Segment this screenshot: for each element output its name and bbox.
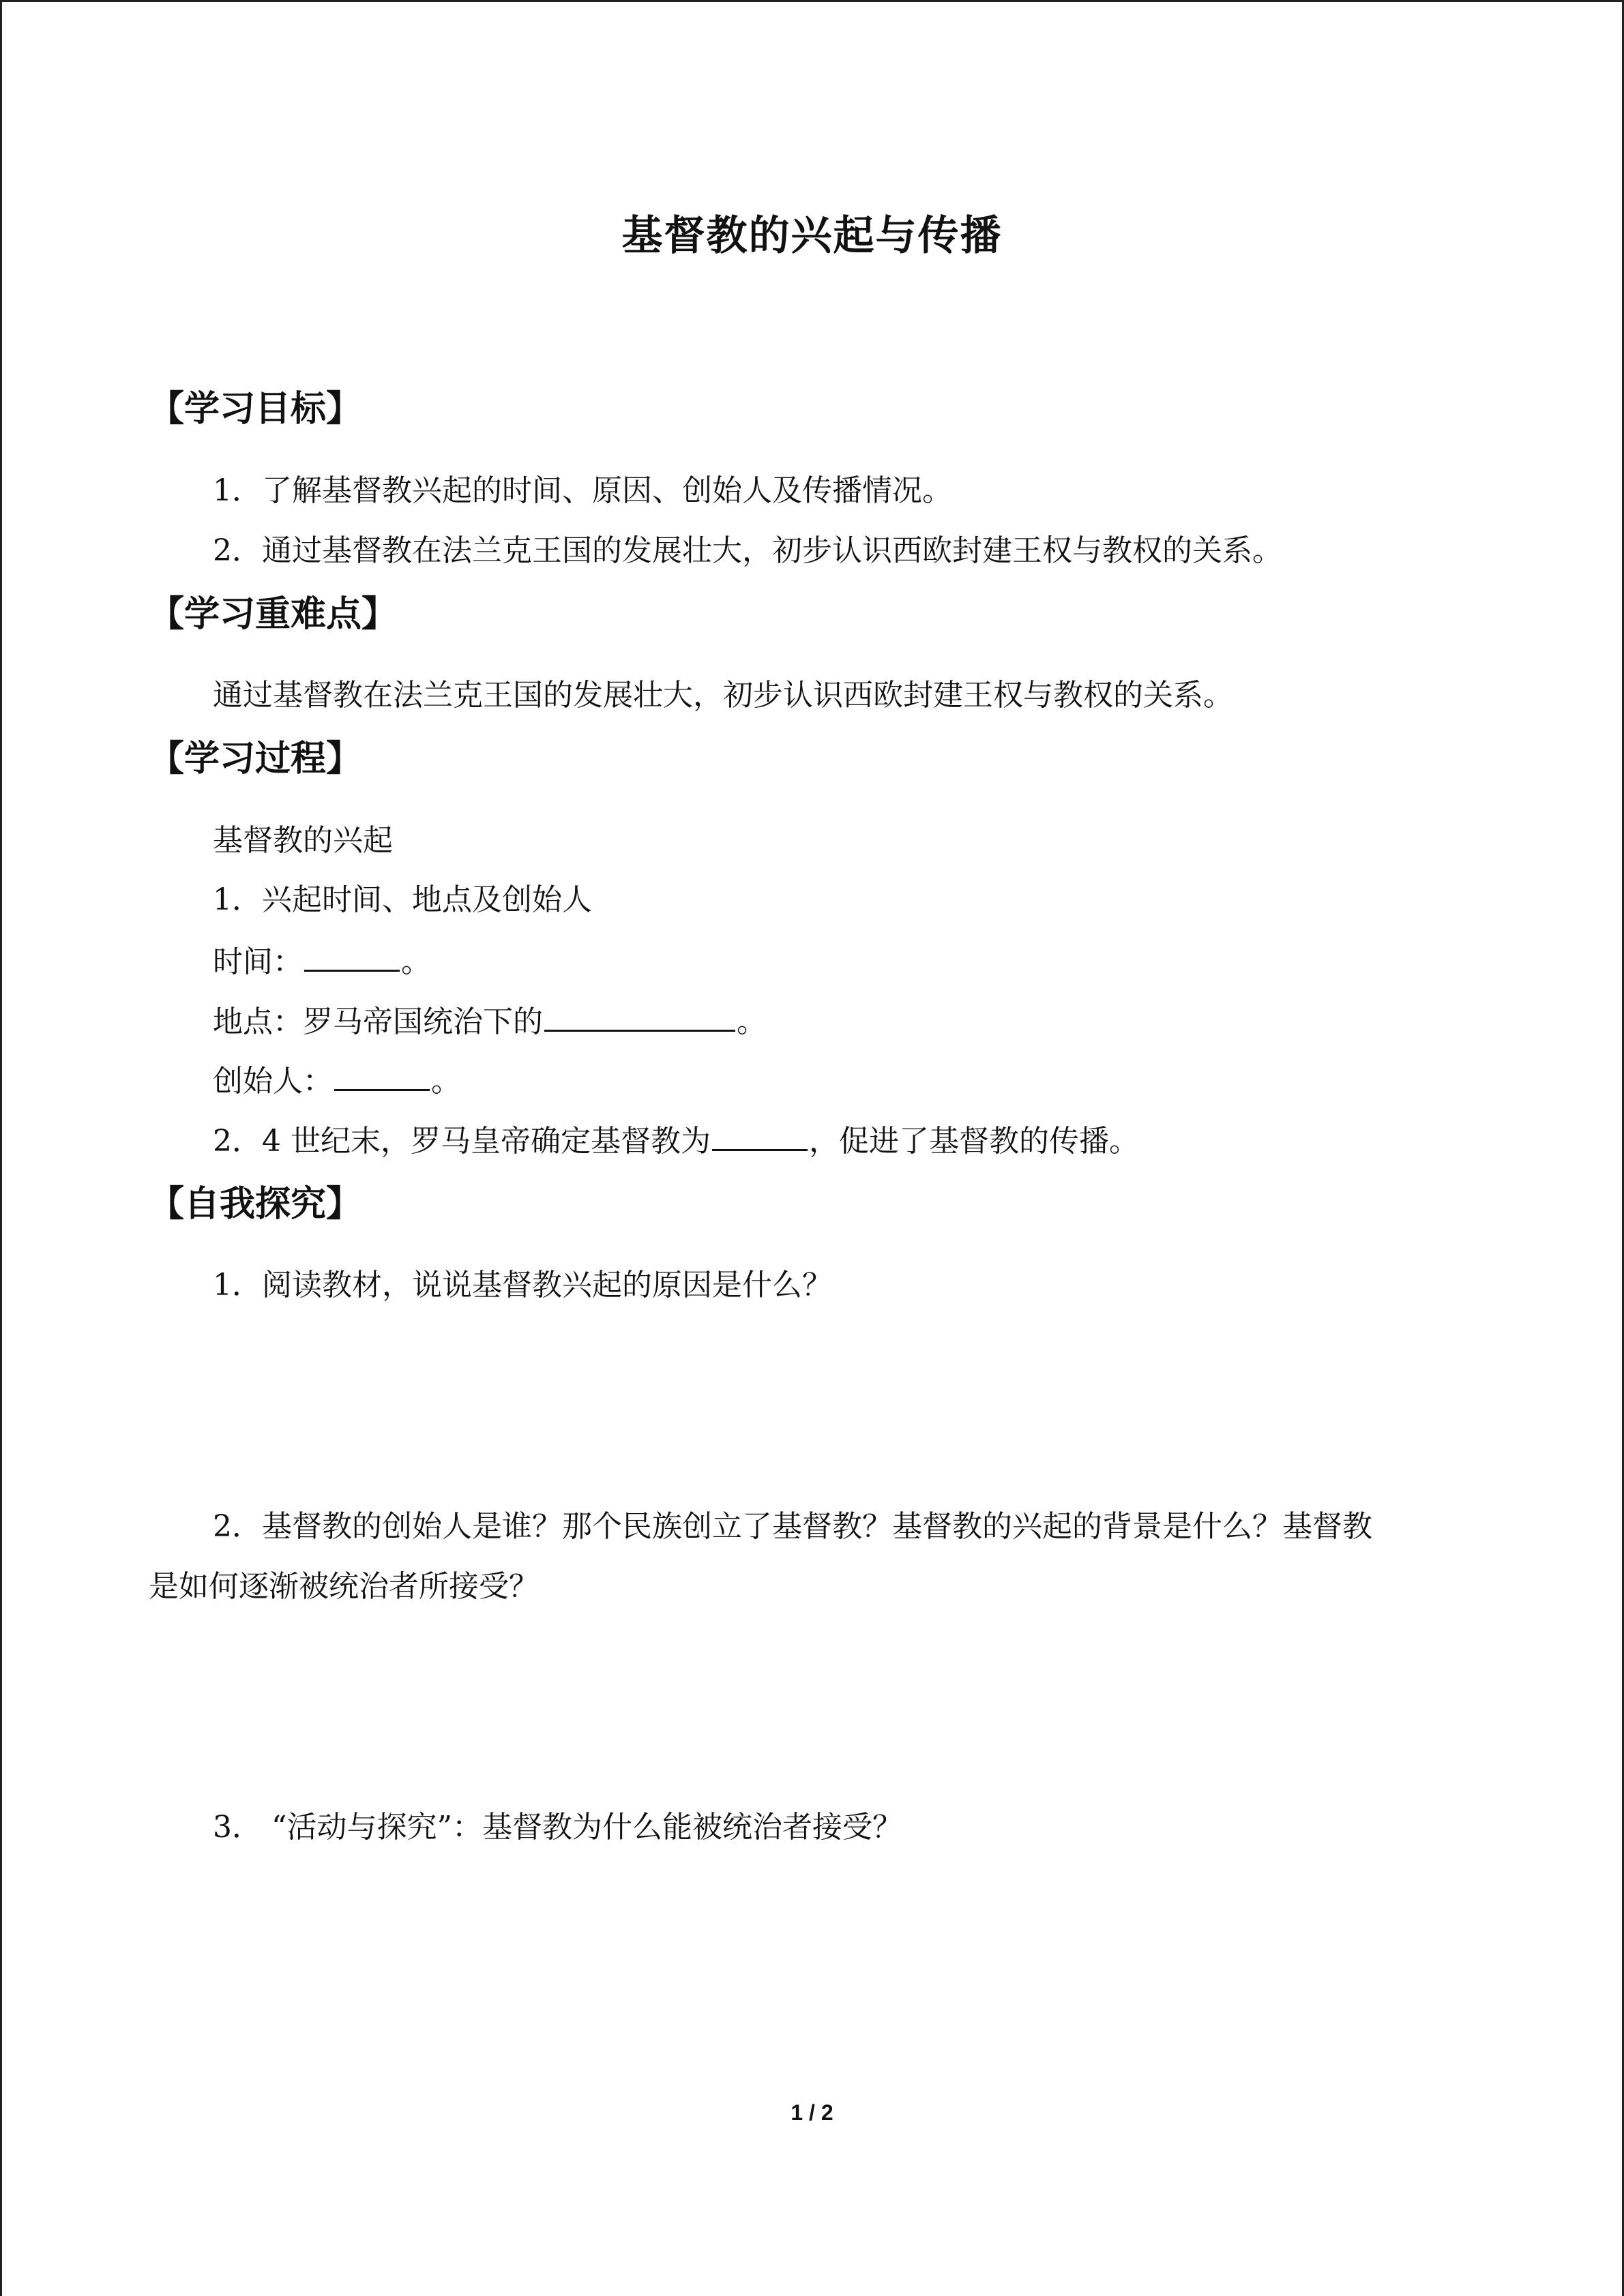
- place-label: 地点：罗马帝国统治下的: [213, 1004, 543, 1039]
- process-subtitle: 基督教的兴起: [213, 823, 393, 858]
- page-number: 1 / 2: [791, 2100, 833, 2125]
- document-title: 基督教的兴起与传播: [621, 212, 1003, 260]
- process-item-1: 1．兴起时间、地点及创始人: [213, 882, 592, 917]
- objective-item-2: 2．通过基督教在法兰克王国的发展壮大，初步认识西欧封建王权与教权的关系。: [213, 533, 1282, 568]
- founder-end: 。: [431, 1064, 461, 1099]
- founder-line: [213, 1059, 461, 1102]
- heading-explore: 【自我探究】: [149, 1184, 362, 1225]
- state-religion-blank: [712, 1119, 808, 1151]
- founder-label: 创始人：: [213, 1064, 333, 1099]
- founder-blank: [334, 1059, 430, 1091]
- heading-key-points: 【学习重难点】: [149, 594, 398, 635]
- time-label: 时间：: [213, 944, 303, 979]
- explore-question-2-line-2: 是如何逐渐被统治者所接受？: [149, 1569, 539, 1604]
- time-blank: [304, 940, 400, 972]
- item2-end: ，促进了基督教的传播。: [808, 1124, 1139, 1159]
- key-points-text: 通过基督教在法兰克王国的发展壮大，初步认识西欧封建王权与教权的关系。: [213, 678, 1233, 713]
- heading-process: 【学习过程】: [149, 739, 362, 779]
- heading-objectives: 【学习目标】: [149, 389, 362, 430]
- explore-question-1: 1．阅读教材，说说基督教兴起的原因是什么？: [213, 1268, 832, 1302]
- explore-question-3: 3． “活动与探究”：基督教为什么能被统治者接受？: [213, 1810, 902, 1845]
- item2-start: 2．4 世纪末，罗马皇帝确定基督教为: [213, 1124, 711, 1159]
- place-blank: [544, 1000, 735, 1032]
- place-line: [213, 1000, 767, 1043]
- time-line: [213, 940, 431, 983]
- place-end: 。: [737, 1004, 767, 1039]
- time-end: 。: [401, 944, 431, 979]
- process-item-2: [213, 1119, 1139, 1162]
- objective-item-1: 1．了解基督教兴起的时间、原因、创始人及传播情况。: [213, 473, 952, 508]
- explore-question-2-line-1: 2．基督教的创始人是谁？那个民族创立了基督教？基督教的兴起的背景是什么？基督教: [213, 1509, 1372, 1544]
